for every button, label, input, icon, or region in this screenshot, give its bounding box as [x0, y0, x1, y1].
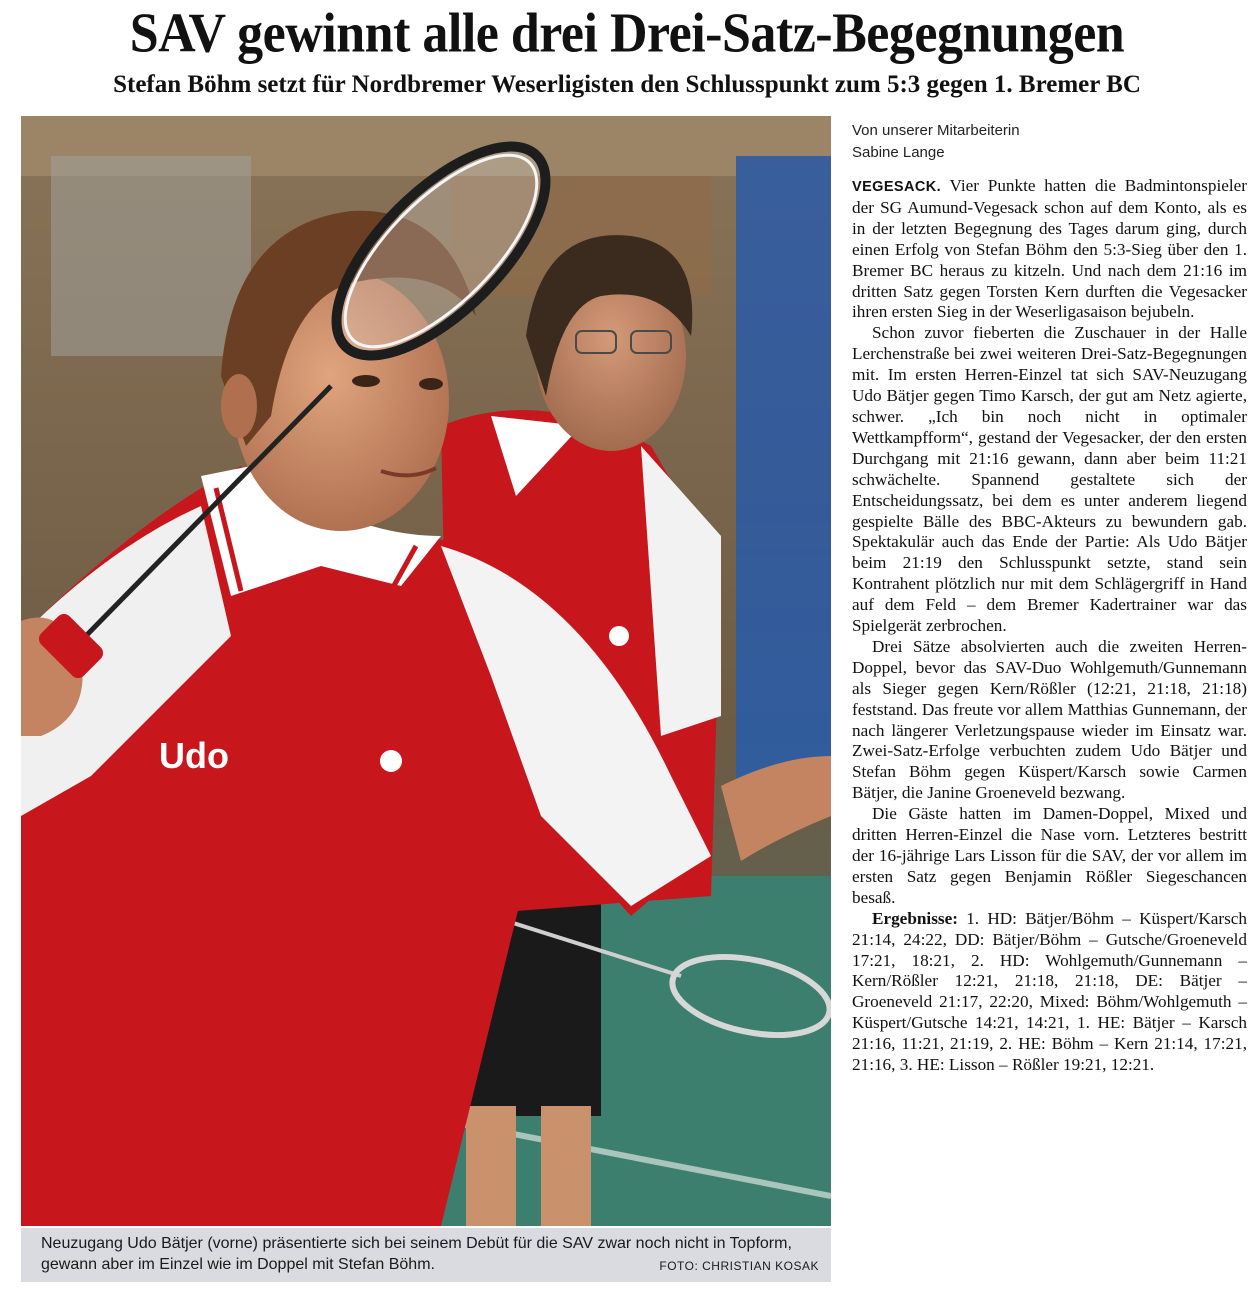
- article-body: [852, 120, 1247, 1076]
- shirt-name-text: Udo: [159, 735, 229, 776]
- dateline: VEGESACK.: [852, 179, 942, 195]
- byline-role: Von unserer Mitarbeiterin: [852, 122, 1020, 139]
- byline-author: Sabine Lange: [852, 144, 945, 161]
- byline: [852, 120, 1247, 164]
- photo-caption: [21, 1228, 831, 1282]
- paragraph-1: [852, 176, 1247, 323]
- results-label: Ergebnisse:: [872, 908, 958, 928]
- photo-credit: FOTO: CHRISTIAN KOSAK: [659, 1259, 819, 1273]
- paragraph-3: Drei Sätze absolvierten auch die zweiten Herren-Doppel, bevor das SAV-Duo Wohlgemuth/Gunnemann als Sieger gegen Kern/Rößler (12:21, 21:18, 21:18) feststand. Das freute vor allem Matthias Gunnemann, der nach längerer Verletzungspause wieder im Einsatz war. Zwei-Satz-Erfolge verbuchten zudem Udo Bätjer und Stefan Böhm gegen Küspert/Karsch sowie Carmen Bätjer, die Janine Groeneveld bezwang.: [852, 636, 1247, 803]
- badminton-players-illustration: [21, 116, 831, 1226]
- caption-text: Neuzugang Udo Bätjer (vorne) präsentierte sich bei seinem Debüt für die SAV zwar noch nicht in Topform, gewann aber im Einzel wie im Doppel mit Stefan Böhm.: [41, 1235, 792, 1273]
- paragraph-2: Schon zuvor fieberten die Zuschauer in der Halle Lerchenstraße bei zwei weiteren Drei-Satz-Begegnungen mit. Im ersten Herren-Einzel tat sich SAV-Neuzugang Udo Bätjer gegen Timo Karsch, der gut am Netz agierte, schwer. „Ich bin noch nicht in optimaler Wettkampfform“, gestand der Vegesacker, der den ersten Durchgang mit 21:16 gewann, dann aber beim 11:21 schwächelte. Spannend gestaltete sich der Entscheidungssatz, bei dem es unter anderem liegend gespielte Bälle des BBC-Akteurs zu bewundern gab. Spektakulär auch das Ende der Partie: Als Udo Bätjer beim 21:19 den Schlusspunkt setzte, stand sein Kontrahent plötzlich nur mit dem Schlägergriff in Hand auf dem Feld – dem Bremer Kadertrainer war das Spielgerät zerbrochen.: [852, 323, 1247, 636]
- paragraph-1-text: Vier Punkte hatten die Badmintonspieler der SG Aumund-Vegesack schon auf dem Konto, als es in der letzten Begegnung des Tages darum ging, durch einen Erfolg von Stefan Böhm den 5:3-Sieg über den 1. Bremer BC heraus zu kitzeln. Und nach dem 21:16 im dritten Satz gegen Torsten Kern durften die Vegesacker ihren ersten Sieg in der Weserligasaison bejubeln.: [852, 176, 1247, 322]
- article-photo: [21, 116, 831, 1226]
- results-paragraph: [852, 909, 1247, 1076]
- paragraph-4: Die Gäste hatten im Damen-Doppel, Mixed und dritten Herren-Einzel die Nase vorn. Letzteres bestritt der 16-jährige Lars Lisson für die SAV, der vor allem im ersten Satz gegen Benjamin Rößler Siegeschancen besaß.: [852, 804, 1247, 907]
- headline: SAV gewinnt alle drei Drei-Satz-Begegnungen: [129, 2, 1125, 65]
- subheadline: Stefan Böhm setzt für Nordbremer Weserligisten den Schlusspunkt zum 5:3 gegen 1. Bremer BC: [113, 71, 1141, 98]
- results-text: 1. HD: Bätjer/Böhm – Küspert/Karsch 21:14, 24:22, DD: Bätjer/Böhm – Gutsche/Groeneveld 17:21, 18:21, 2. HD: Wohlgemuth/Gunnemann – Kern/Rößler 12:21, 21:18, 21:18, DE: Bätjer – Groeneveld 21:17, 22:20, Mixed: Böhm/Wohlgemuth – Küspert/Gutsche 14:21, 14:21, 1. HE: Bätjer – Karsch 21:16, 11:21, 21:19, 2. HE: Böhm – Kern 21:14, 17:21, 21:16, 3. HE: Lisson – Rößler 19:21, 12:21.: [852, 908, 1247, 1075]
